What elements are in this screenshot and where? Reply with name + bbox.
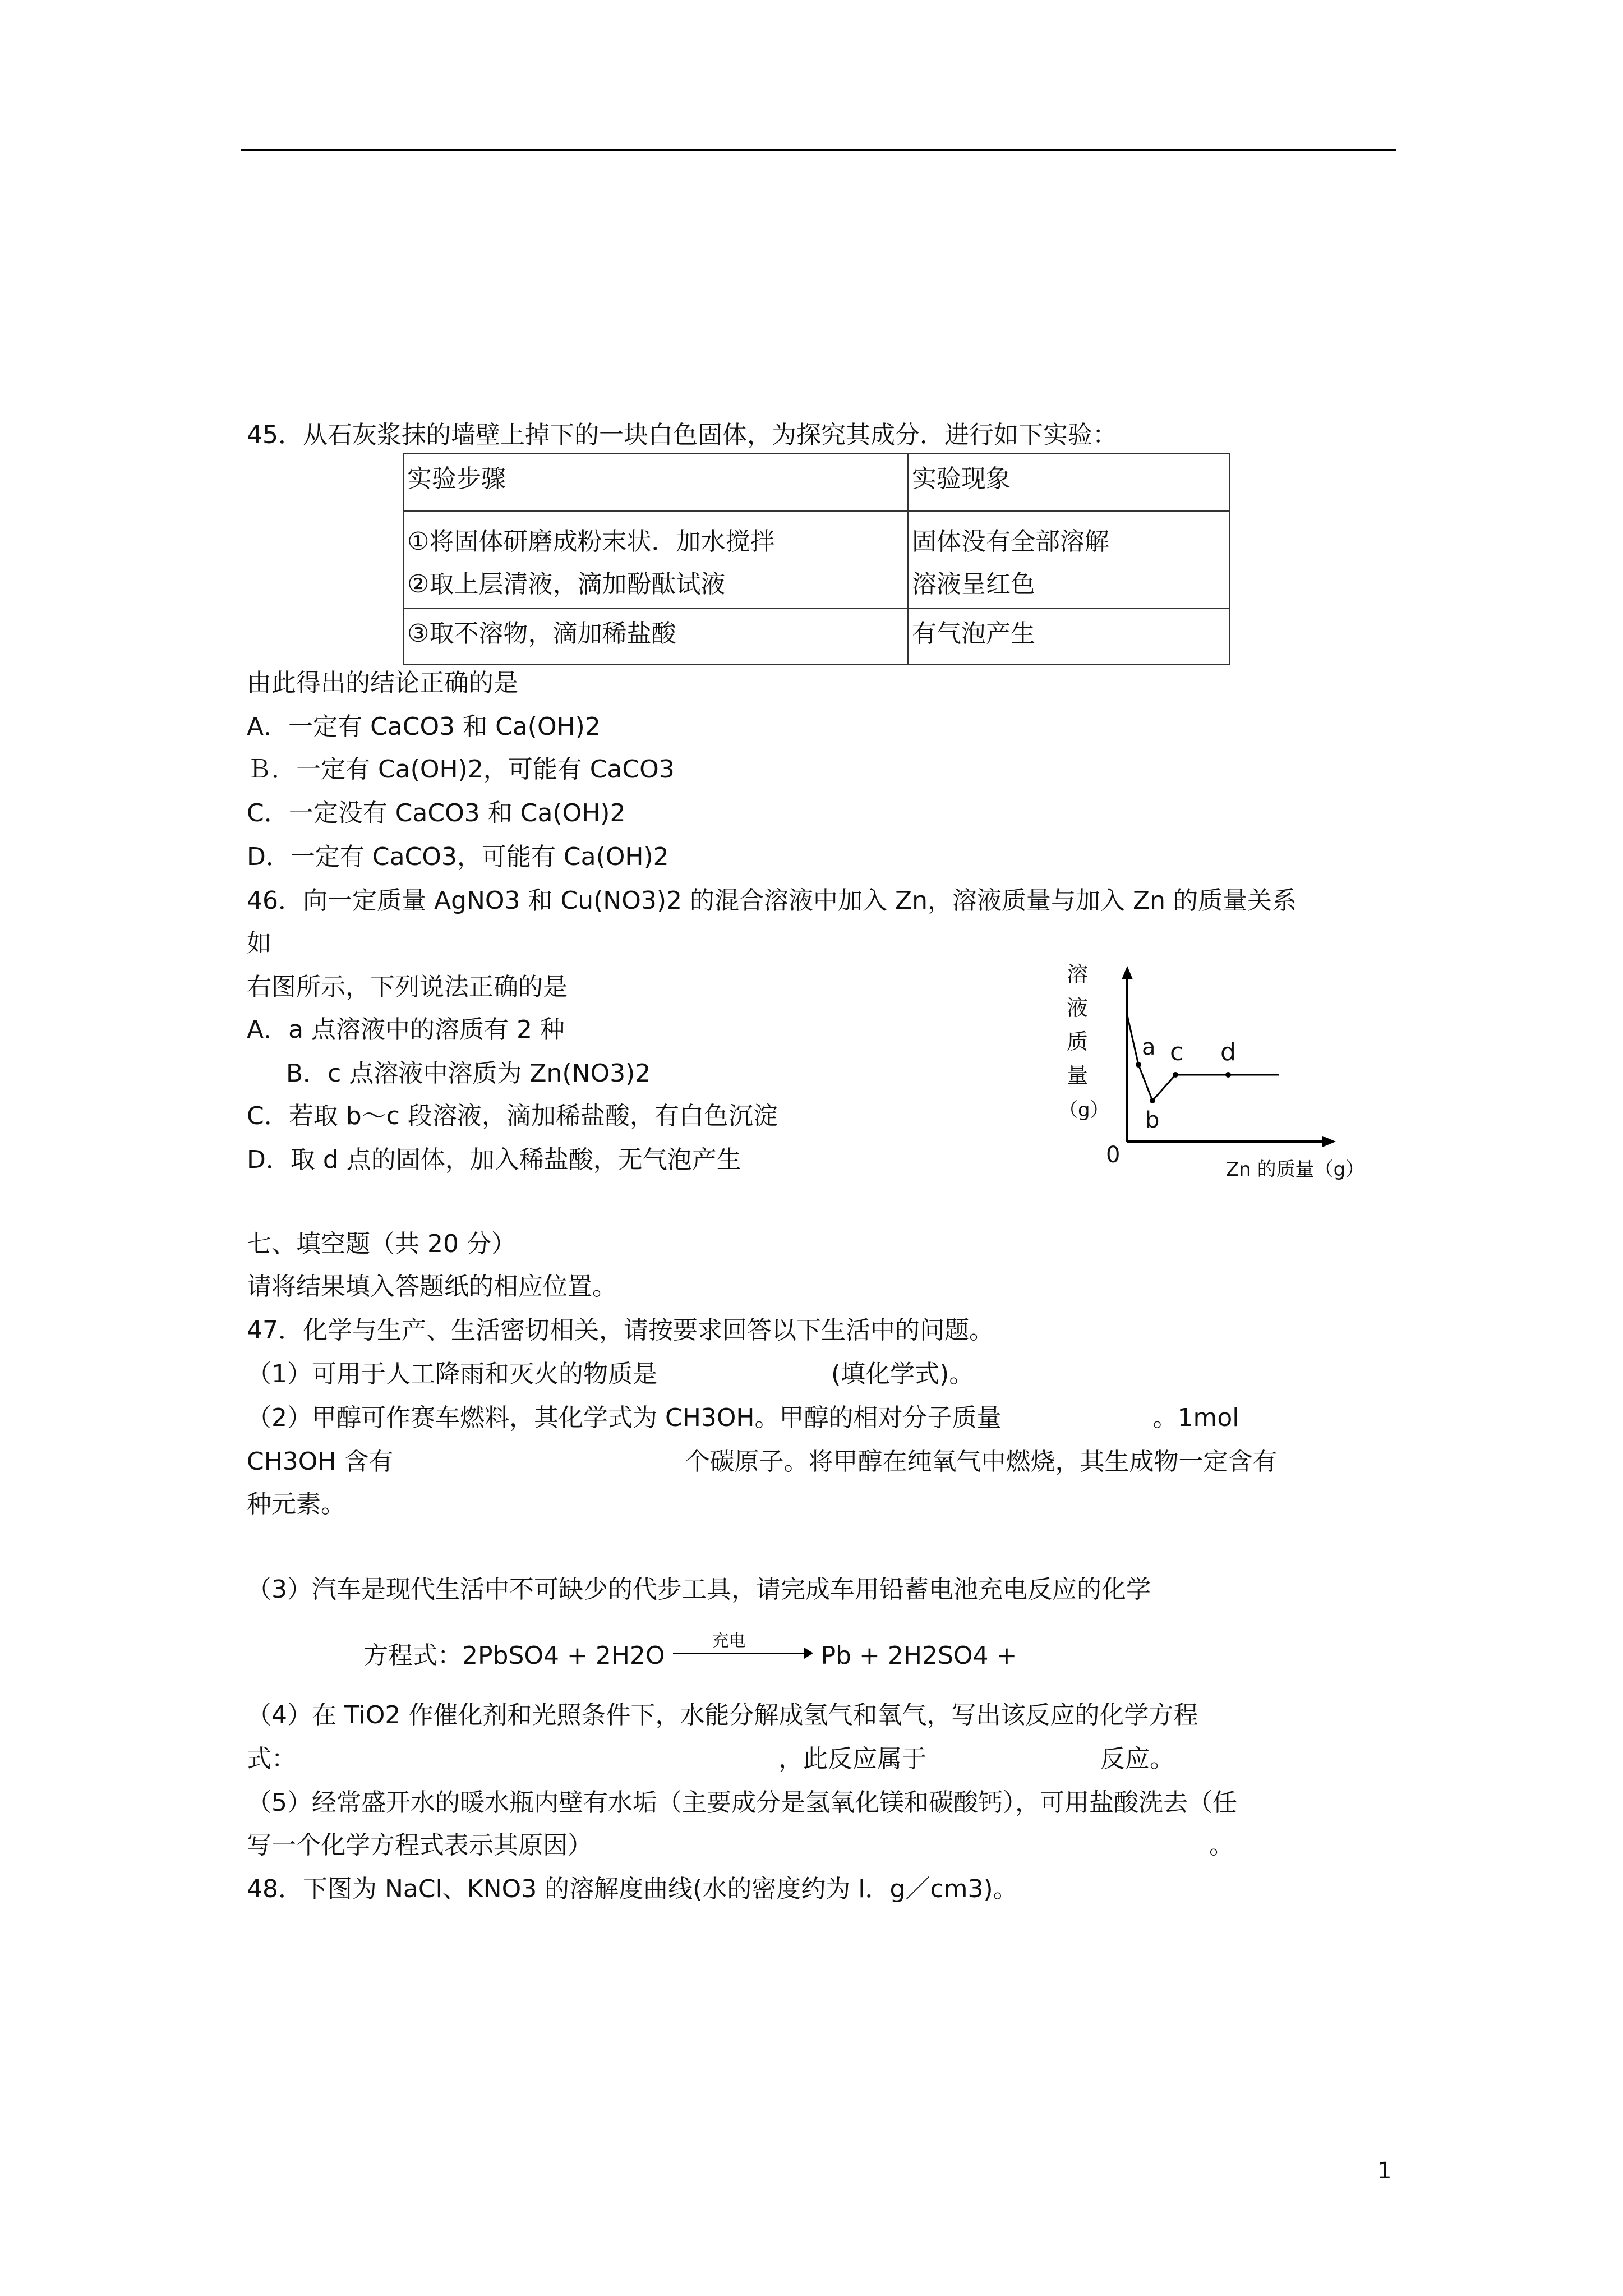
point-c-marker xyxy=(1173,1072,1178,1078)
step-3: ③取不溶物，滴加稀盐酸 xyxy=(407,619,676,648)
q48-stem: 48．下图为 NaCl、KNO3 的溶解度曲线(水的密度约为 l．g／cm3)。 xyxy=(247,1875,1018,1903)
q45-option-c: C．一定没有 CaCO3 和 Ca(OH)2 xyxy=(247,799,626,827)
q47-stem: 47．化学与生产、生活密切相关，请按要求回答以下生活中的问题。 xyxy=(247,1316,994,1345)
q47-part5-end: 。 xyxy=(1209,1831,1234,1860)
q47-part1-text: （1）可用于人工降雨和灭火的物质是 xyxy=(247,1360,657,1388)
q47-part1-hint: (填化学式)。 xyxy=(831,1360,974,1388)
table-cell-results xyxy=(908,511,1230,609)
q45-option-b: Ｂ．一定有 Ca(OH)2，可能有 CaCO3 xyxy=(247,755,675,784)
result-2: 溶液呈红色 xyxy=(912,570,1035,599)
q47-part4-text: ，此反应属于 xyxy=(778,1745,926,1773)
point-a-label: a xyxy=(1142,1034,1156,1060)
table-row xyxy=(403,511,1230,609)
q45-option-d: D．一定有 CaCO3，可能有 Ca(OH)2 xyxy=(247,843,669,871)
q46-option-d: D．取 d 点的固体，加入稀盐酸，无气泡产生 xyxy=(247,1145,741,1174)
q45-option-a: A．一定有 CaCO3 和 Ca(OH)2 xyxy=(247,712,601,741)
origin-label: 0 xyxy=(1106,1142,1121,1168)
q47-part4-text: 反应。 xyxy=(1100,1745,1174,1773)
equation-reactants: 方程式：2PbSO4 + 2H2O xyxy=(363,1641,665,1670)
q46-stem-line3: 右图所示，下列说法正确的是 xyxy=(247,973,568,1001)
point-c-label: c xyxy=(1170,1038,1184,1066)
q47-part4-cont xyxy=(247,1743,1174,1775)
y-label-char: （g） xyxy=(1059,1099,1109,1121)
q47-part2-text: （2）甲醇可作赛车燃料，其化学式为 CH3OH。甲醇的相对分子质量 xyxy=(247,1404,1002,1432)
table-cell-steps xyxy=(403,511,908,609)
q45-stem: 45．从石灰浆抹的墙壁上掉下的一块白色固体，为探究其成分．进行如下实验： xyxy=(247,421,1117,449)
q47-part5-text: 写一个化学方程式表示其原因） xyxy=(247,1831,592,1860)
table-cell-steps xyxy=(403,609,908,665)
q46-option-b: B．c 点溶液中溶质为 Zn(NO3)2 xyxy=(286,1059,651,1088)
arrow-condition-label: 充电 xyxy=(712,1631,746,1651)
header-rule xyxy=(241,149,1396,151)
result-3: 有气泡产生 xyxy=(912,619,1035,648)
reaction-arrow xyxy=(673,1631,813,1672)
section7-title: 七、填空题（共 20 分） xyxy=(247,1230,516,1258)
q46-graph xyxy=(1059,954,1402,1189)
q46-stem-line2: 如 xyxy=(247,929,271,958)
table-header-steps: 实验步骤 xyxy=(403,454,908,511)
arrow-line xyxy=(673,1653,806,1654)
q47-part2-end: 种元素。 xyxy=(247,1490,345,1519)
result-1: 固体没有全部溶解 xyxy=(912,527,1109,556)
q46-stem-line1: 46．向一定质量 AgNO3 和 Cu(NO3)2 的混合溶液中加入 Zn，溶液质量与加入 Zn 的质量关系 xyxy=(247,886,1297,915)
y-label-char: 液 xyxy=(1067,996,1089,1020)
section7-instruction: 请将结果填入答题纸的相应位置。 xyxy=(247,1272,617,1301)
x-axis-label: Zn 的质量（g） xyxy=(1226,1158,1365,1181)
q46-option-a: A．a 点溶液中的溶质有 2 种 xyxy=(247,1015,565,1044)
page-number: 1 xyxy=(1377,2158,1392,2184)
q47-part5: （5）经常盛开水的暖水瓶内壁有水垢（主要成分是氢氧化镁和碳酸钙），可用盐酸洗去（任 xyxy=(247,1788,1237,1817)
q47-part2-text: CH3OH 含有 xyxy=(247,1447,394,1476)
equation-products: Pb + 2H2SO4 + xyxy=(820,1641,1017,1670)
q45-experiment-table xyxy=(403,453,1230,665)
q47-part2-cont xyxy=(247,1446,1278,1478)
point-a-marker xyxy=(1136,1062,1141,1068)
y-label-char: 量 xyxy=(1067,1063,1089,1088)
y-axis-label xyxy=(1059,962,1109,1121)
point-d-label: d xyxy=(1220,1038,1236,1066)
q47-part3: （3）汽车是现代生活中不可缺少的代步工具，请完成车用铅蓄电池充电反应的化学 xyxy=(247,1575,1151,1604)
q47-part2-mol: 。1mol xyxy=(1152,1404,1239,1432)
arrow-head-icon xyxy=(804,1648,813,1659)
table-header-results: 实验现象 xyxy=(908,454,1230,511)
q47-part2-text: 个碳原子。将甲醇在纯氧气中燃烧，其生成物一定含有 xyxy=(685,1447,1278,1476)
point-b-label: b xyxy=(1145,1107,1160,1133)
table-row xyxy=(403,609,1230,665)
point-b-marker xyxy=(1150,1098,1155,1103)
q45-conclusion: 由此得出的结论正确的是 xyxy=(247,669,518,697)
point-d-marker xyxy=(1225,1072,1231,1078)
q47-part2 xyxy=(247,1402,1239,1434)
q47-part5-cont xyxy=(247,1830,1234,1861)
y-label-char: 质 xyxy=(1067,1029,1089,1054)
q47-part4: （4）在 TiO2 作催化剂和光照条件下，水能分解成氢气和氧气，写出该反应的化学方程 xyxy=(247,1701,1198,1729)
x-axis-arrow-icon xyxy=(1322,1136,1336,1147)
q46-option-c: C．若取 b～c 段溶液，滴加稀盐酸，有白色沉淀 xyxy=(247,1102,778,1130)
q47-part1 xyxy=(247,1359,974,1390)
table-cell-results xyxy=(908,609,1230,665)
y-axis-arrow-icon xyxy=(1122,966,1133,979)
step-1: ①将固体研磨成粉末状．加水搅拌 xyxy=(407,527,775,556)
q47-part4-text: 式： xyxy=(247,1745,296,1773)
y-label-char: 溶 xyxy=(1067,962,1089,987)
step-2: ②取上层清液，滴加酚酞试液 xyxy=(407,570,726,599)
q47-part3-equation xyxy=(363,1631,1017,1672)
table-header-row xyxy=(403,454,1230,511)
